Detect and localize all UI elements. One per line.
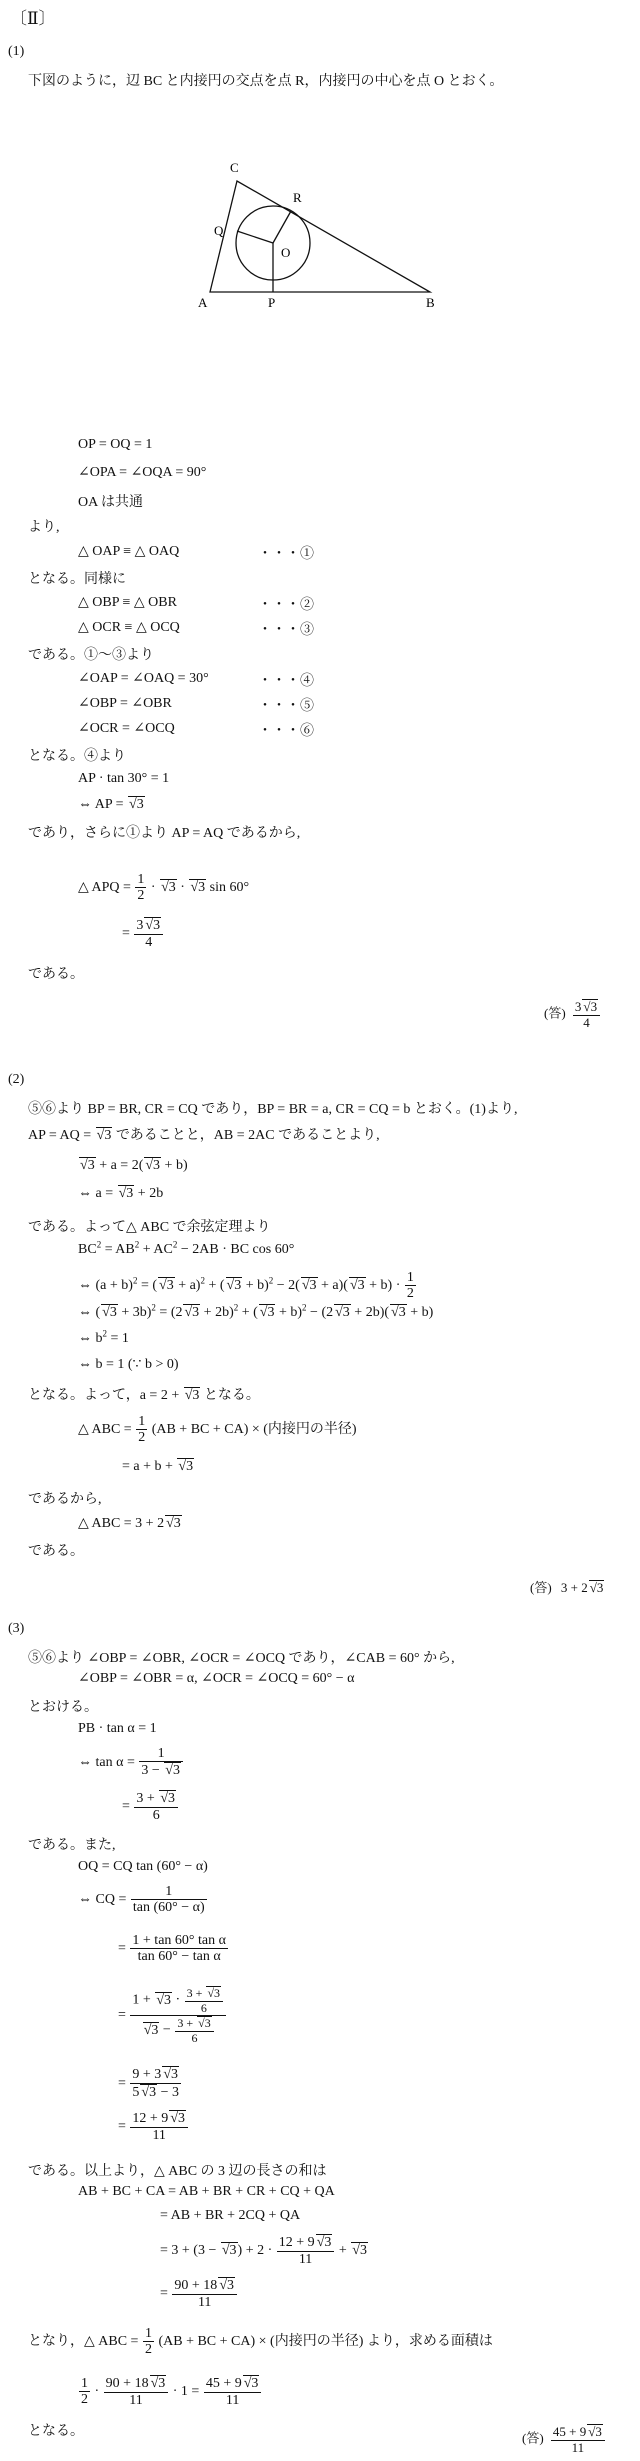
p1-text-4: であり，さらに①より AP = AQ であるから, (28, 826, 301, 841)
sqrt-3: √ 3 (128, 796, 145, 813)
p3-eq-c3: = $\frac{\text{1 + tan 60° tan α}}{\text{tan 60° − tan α}}$ (118, 1933, 226, 1965)
p1-angle-5: ∠OBP = ∠OBR (78, 696, 172, 711)
p2-answer: (答) 3 + 2√ 3 (530, 1577, 604, 1596)
p3-text-5: となる。 (28, 2424, 84, 2439)
p3-text-1: とおける。 (28, 1700, 98, 1715)
answer-label: (答) (544, 1005, 566, 1021)
p2-intro-2: AP = AQ = √ 3 であることと，AB = 2AC であることより, (28, 1124, 380, 1144)
label-a: A (198, 295, 208, 310)
p1-area-eq-1: △ APQ = $\frac{1}{2}$ · √ 3 · √ 3 sin 60° (78, 872, 249, 904)
p2-text-2: となる。よって，a = 2 + √ 3 となる。 (28, 1384, 260, 1404)
label-r: R (293, 190, 302, 205)
fraction-area: $\frac{3√ 3}{4}$ (134, 917, 163, 950)
p1-yori: より, (28, 520, 60, 535)
p3-text-4: となり，△ ABC = $\frac{1}{2}$ (AB + BC + CA) × (内接円の半径) より，求める面積は (28, 2326, 493, 2358)
p3-eq-c4: = 1 + √ 3 · $\frac{3 + √ 3}{6}$ √ 3 − $\frac{3 + √ 3}{6}$ (118, 1986, 227, 2045)
part2-label: (2) (8, 1072, 25, 1087)
p3-eq-c6: = $\frac{12 + 9√ 3}{11}$ (118, 2110, 189, 2143)
label-c: C (230, 160, 239, 175)
p3-eq-b3: = $\frac{3 + √ 3}{6}$ (122, 1790, 179, 1823)
p3-intro-2: ∠OBP = ∠OBR = α, ∠OCR = ∠OCQ = 60° − α (78, 1671, 355, 1686)
p1-text-1: となる。同様に (28, 572, 126, 587)
p1-mark-3: ・・・③ (258, 623, 314, 638)
p1-text-2: である。①〜③より (28, 648, 154, 663)
p3-text-3: である。以上より，△ ABC の 3 辺の長さの和は (28, 2164, 327, 2179)
section-header: 〔Ⅱ〕 (10, 9, 56, 28)
p3-final-eq: $\frac{1}{2}$ · $\frac{90 + 18√ 3}{11}$ · 1 = $\frac{45 + 9√ 3}{11}$ (78, 2375, 262, 2408)
sqrt-3: √ 3 (160, 879, 177, 896)
p3-sum-2: = AB + BR + 2CQ + QA (160, 2208, 301, 2223)
p1-mark-4: ・・・④ (258, 674, 314, 689)
p1-line-common: OA は共通 (78, 495, 143, 510)
p1-answer: (答) $\frac{3√ 3}{4}$ (544, 999, 601, 1030)
radius-oq (237, 231, 273, 243)
label-o: O (281, 245, 291, 260)
p1-text-3: となる。④より (28, 749, 126, 764)
answer-label: (答) (530, 1580, 552, 1595)
p2-cosine-3: ⇔ (√ 3 + 3b)$^2$ = (2√ 3 + 2b)$^2$ + (√ 3 + b)$^2$ − (2√ 3 + 2b)(√ 3 + b) (78, 1304, 433, 1321)
p2-area-2: = a + b + √ 3 (122, 1458, 194, 1475)
p3-intro-1: ⑤⑥より ∠OBP = ∠OBR, ∠OCR = ∠OCQ であり，∠CAB = 60° から, (28, 1651, 455, 1666)
p1-eq-ap-lhs: ⇔ AP = (78, 797, 127, 812)
p3-sum-3: = 3 + (3 − √ 3) + 2 · $\frac{12 + 9√ 3}{11}$ + √ 3 (160, 2234, 368, 2267)
p2-cosine-1: $BC^2 = AB^2 + AC^2 - 2AB$ · BC cos 60° (78, 1239, 295, 1257)
p2-text-4: である。 (28, 1544, 84, 1559)
p3-sum-1: AB + BC + CA = AB + BR + CR + CQ + QA (78, 2184, 335, 2199)
part1-intro: 下図のように，辺 BC と内接円の交点を点 R，内接円の中心を点 O とおく。 (28, 74, 504, 89)
p2-cosine-2: ⇔ $(a + b)^2$ = (√ 3 + a)$^2$ + (√ 3 + b)$^2$ − 2(√ 3 + a)(√ 3 + b) · $\frac{1}{2}$ (78, 1270, 417, 1302)
part1-label: (1) (8, 44, 25, 59)
p3-eq-c2: ⇔ CQ = $\frac{1}{\tan (60^\circ - \alpha)}$ (78, 1884, 205, 1916)
p1-line-angles: ∠OPA = ∠OQA = 90° (78, 465, 207, 480)
p1-mark-2: ・・・② (258, 598, 314, 613)
p1-eq-ap (78, 796, 145, 813)
p3-eq-c1: OQ = CQ tan (60° − α) (78, 1859, 208, 1874)
label-q: Q (214, 223, 224, 238)
triangle-abc (210, 181, 430, 292)
label-b: B (426, 295, 435, 310)
p2-area-1: △ ABC = $\frac{1}{2}$ (AB + BC + CA) × (内接円の半径) (78, 1414, 357, 1446)
p1-area-eq-2: = $\frac{3√ 3}{4}$ (122, 917, 164, 950)
p2-text-1: である。よって△ ABC で余弦定理より (28, 1220, 271, 1235)
p1-congruence-2: △ OBP ≡ △ OBR (78, 595, 177, 610)
p1-congruence-3: △ OCR ≡ △ OCQ (78, 620, 180, 635)
answer-label: (答) (522, 2430, 544, 2446)
p1-mark-5: ・・・⑤ (258, 699, 314, 714)
fraction-half: $\frac{1}{2}$ (137, 872, 145, 904)
p2-text-3: であるから, (28, 1492, 102, 1507)
p2-eq-2: ⇔ a = √ 3 + 2b (78, 1185, 163, 1202)
p1-angle-6: ∠OCR = ∠OCQ (78, 721, 175, 736)
p2-eq-1: √ 3 + a = 2(√ 3 + b) (78, 1157, 188, 1174)
radius-or (273, 211, 291, 243)
p2-cosine-4: ⇔ $b^2 = 1$ (78, 1328, 129, 1346)
p1-text-5: である。 (28, 967, 84, 982)
p3-sum-4: = $\frac{90 + 18√ 3}{11}$ (160, 2277, 238, 2310)
p1-congruence-1: △ OAP ≡ △ OAQ (78, 544, 180, 559)
part3-label: (3) (8, 1621, 25, 1636)
p1-area-lhs: △ APQ = (78, 880, 135, 896)
p3-eq-b1: PB · tan α = 1 (78, 1721, 157, 1736)
p3-answer: (答) $\frac{45 + 9√ 3}{11}$ (522, 2424, 606, 2455)
triangle-incircle-figure (190, 155, 450, 310)
p3-eq-b2: ⇔ tan α = $\frac{1}{3 - √ 3}$ (78, 1746, 184, 1779)
p3-text-2: である。また, (28, 1838, 116, 1853)
sqrt-3: √ 3 (189, 879, 206, 896)
p2-area-3: △ ABC = 3 + 2√ 3 (78, 1515, 182, 1532)
p1-angle-4: ∠OAP = ∠OAQ = 30° (78, 671, 209, 686)
p1-mark-1: ・・・① (258, 547, 314, 562)
label-p: P (268, 295, 276, 310)
p1-eq-tan: AP · tan 30° = 1 (78, 771, 170, 786)
p3-eq-c5: = $\frac{9 + 3√ 3}{5√ 3 - 3}$ (118, 2066, 182, 2101)
p1-line-op-oq: OP = OQ = 1 (78, 437, 153, 452)
p2-intro-1: ⑤⑥より BP = BR, CR = CQ であり，BP = BR = a, CR = CQ = b とおく。(1)より, (28, 1102, 518, 1117)
p1-mark-6: ・・・⑥ (258, 724, 314, 739)
p2-cosine-5: ⇔ b = 1 (∵ b > 0) (78, 1357, 179, 1372)
